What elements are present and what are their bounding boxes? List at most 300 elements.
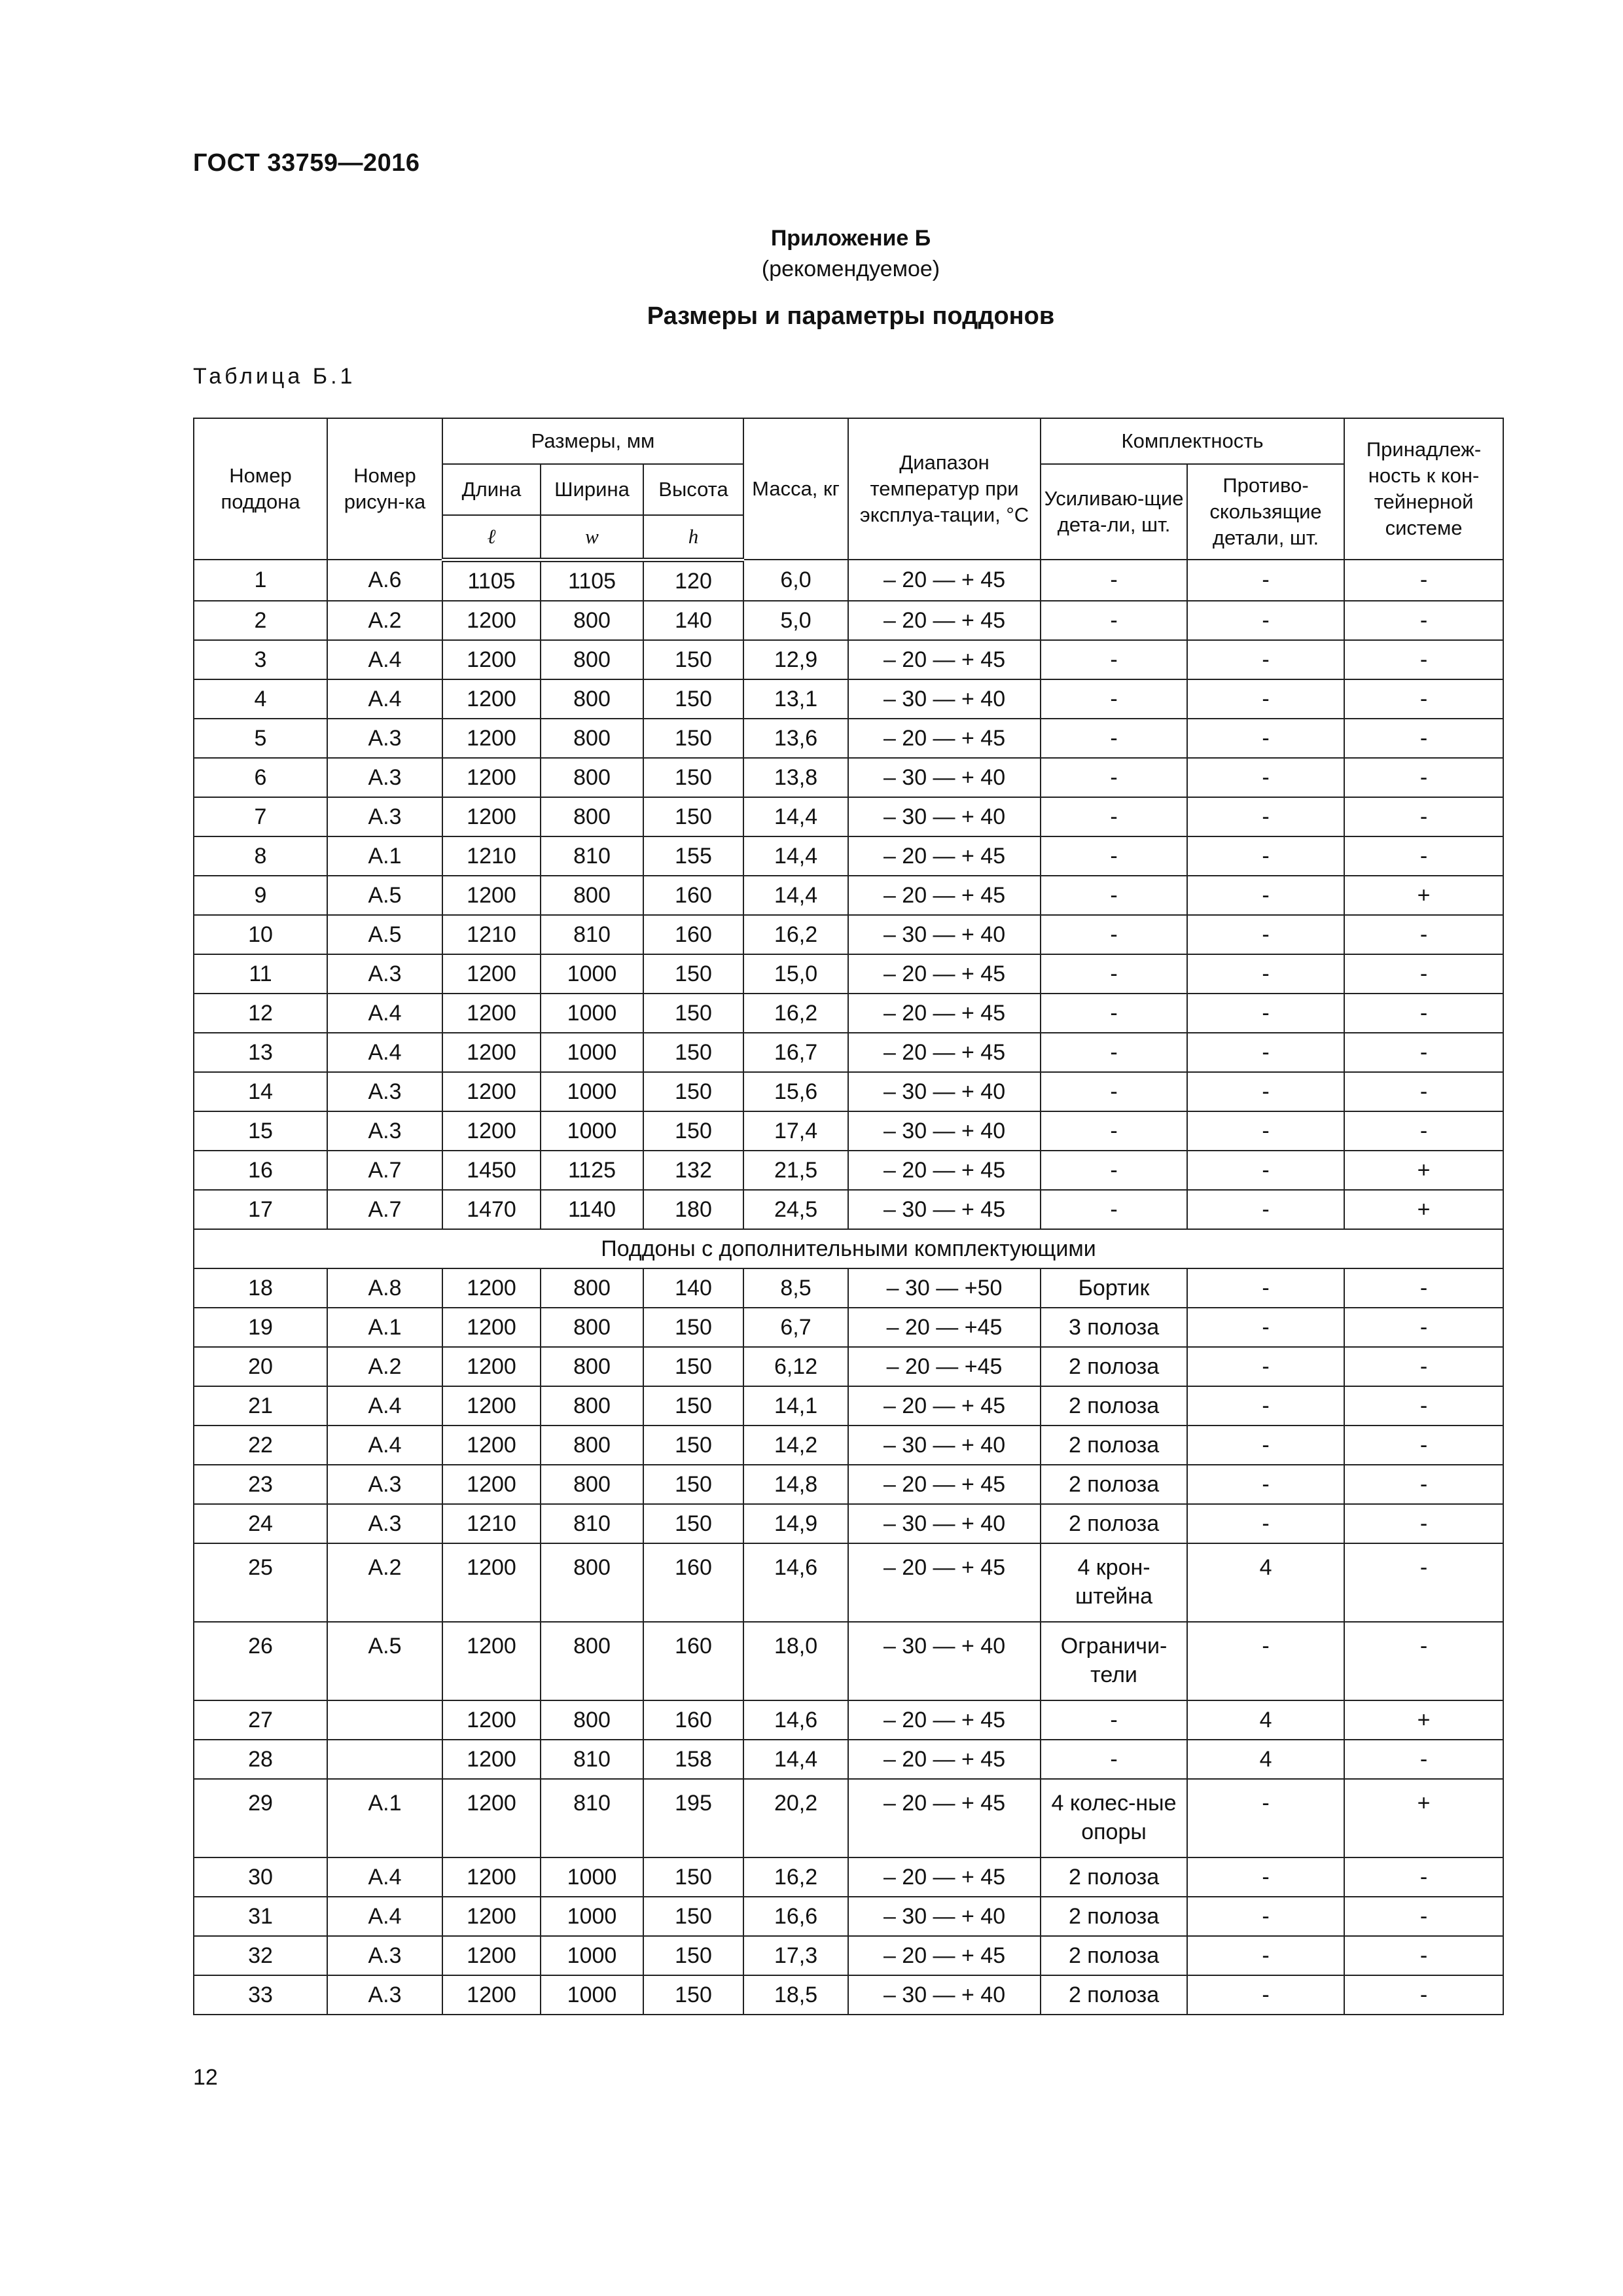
cell-pallet-no: 33	[194, 1975, 327, 2015]
table-row	[194, 1033, 1503, 1072]
cell-pallet-no: 23	[194, 1465, 327, 1504]
cell-height: 140	[643, 1268, 743, 1308]
cell-figure-no: А.6	[327, 560, 442, 601]
cell-length: 1200	[442, 1622, 541, 1700]
cell-figure-no: А.7	[327, 1151, 442, 1190]
cell-temperature-range: – 20 — + 45	[848, 1700, 1041, 1740]
header-height: Высота	[643, 464, 743, 515]
cell-figure-no: А.4	[327, 1426, 442, 1465]
cell-width: 1000	[541, 1033, 643, 1072]
cell-pallet-no: 9	[194, 876, 327, 915]
cell-pallet-no: 20	[194, 1347, 327, 1386]
cell-mass: 12,9	[743, 640, 848, 679]
cell-length: 1200	[442, 1426, 541, 1465]
cell-length: 1200	[442, 954, 541, 994]
cell-antislip-parts: -	[1187, 954, 1344, 994]
cell-length: 1200	[442, 1308, 541, 1347]
cell-antislip-parts: -	[1187, 758, 1344, 797]
cell-figure-no: А.5	[327, 1622, 442, 1700]
cell-mass: 21,5	[743, 1151, 848, 1190]
cell-length: 1200	[442, 1111, 541, 1151]
cell-antislip-parts: -	[1187, 915, 1344, 954]
table-row	[194, 560, 1503, 601]
cell-container-system: -	[1344, 1268, 1503, 1308]
cell-figure-no: А.4	[327, 994, 442, 1033]
cell-reinforcing-parts: -	[1041, 1151, 1187, 1190]
cell-antislip-parts: -	[1187, 640, 1344, 679]
cell-antislip-parts: -	[1187, 1308, 1344, 1347]
cell-length: 1200	[442, 601, 541, 640]
cell-temperature-range: – 20 — + 45	[848, 954, 1041, 994]
cell-temperature-range: – 20 — + 45	[848, 1543, 1041, 1622]
cell-height: 120	[643, 560, 743, 601]
cell-length: 1200	[442, 1975, 541, 2015]
cell-mass: 16,2	[743, 915, 848, 954]
header-container-system: Принадлеж-ность к кон-тейнерной системе	[1344, 418, 1503, 560]
cell-figure-no: А.3	[327, 797, 442, 836]
cell-reinforcing-parts: -	[1041, 640, 1187, 679]
cell-length: 1200	[442, 1268, 541, 1308]
pallet-parameters-table	[193, 418, 1504, 2015]
header-width: Ширина	[541, 464, 643, 515]
cell-height: 150	[643, 994, 743, 1033]
cell-height: 160	[643, 915, 743, 954]
cell-temperature-range: – 20 — + 45	[848, 836, 1041, 876]
cell-width: 800	[541, 1308, 643, 1347]
cell-pallet-no: 6	[194, 758, 327, 797]
cell-mass: 15,0	[743, 954, 848, 994]
cell-mass: 15,6	[743, 1072, 848, 1111]
header-completeness: Комплектность	[1041, 418, 1344, 464]
cell-reinforcing-parts: 3 полоза	[1041, 1308, 1187, 1347]
cell-container-system: -	[1344, 797, 1503, 836]
cell-width: 1000	[541, 1857, 643, 1897]
cell-mass: 18,5	[743, 1975, 848, 2015]
cell-width: 800	[541, 1465, 643, 1504]
cell-antislip-parts: -	[1187, 601, 1344, 640]
cell-mass: 14,8	[743, 1465, 848, 1504]
table-row	[194, 797, 1503, 836]
cell-antislip-parts: 4	[1187, 1700, 1344, 1740]
cell-container-system: -	[1344, 560, 1503, 601]
cell-length: 1200	[442, 1897, 541, 1936]
cell-temperature-range: – 30 — + 40	[848, 1072, 1041, 1111]
cell-height: 150	[643, 1426, 743, 1465]
cell-height: 158	[643, 1740, 743, 1779]
cell-figure-no: А.3	[327, 1111, 442, 1151]
cell-container-system: -	[1344, 1111, 1503, 1151]
cell-pallet-no: 32	[194, 1936, 327, 1975]
cell-figure-no: А.5	[327, 876, 442, 915]
cell-figure-no: А.2	[327, 601, 442, 640]
cell-pallet-no: 28	[194, 1740, 327, 1779]
table-row	[194, 1347, 1503, 1386]
group-label: Поддоны с дополнительными комплектующими	[194, 1229, 1503, 1268]
cell-length: 1200	[442, 1740, 541, 1779]
cell-temperature-range: – 20 — + 45	[848, 601, 1041, 640]
cell-temperature-range: – 20 — + 45	[848, 1465, 1041, 1504]
cell-height: 150	[643, 1504, 743, 1543]
cell-antislip-parts: -	[1187, 1936, 1344, 1975]
cell-length: 1200	[442, 679, 541, 719]
cell-container-system: -	[1344, 1308, 1503, 1347]
section-title: Размеры и параметры поддонов	[647, 302, 1055, 330]
cell-temperature-range: – 20 — + 45	[848, 876, 1041, 915]
cell-width: 800	[541, 876, 643, 915]
cell-length: 1200	[442, 1386, 541, 1426]
cell-antislip-parts: -	[1187, 1151, 1344, 1190]
cell-pallet-no: 11	[194, 954, 327, 994]
cell-reinforcing-parts: -	[1041, 915, 1187, 954]
cell-antislip-parts: -	[1187, 1190, 1344, 1229]
cell-container-system: +	[1344, 1190, 1503, 1229]
header-reinforcing-parts: Усиливаю-щие дета-ли, шт.	[1041, 464, 1187, 560]
cell-pallet-no: 25	[194, 1543, 327, 1622]
cell-width: 800	[541, 1426, 643, 1465]
cell-height: 155	[643, 836, 743, 876]
cell-length: 1450	[442, 1151, 541, 1190]
header-dimensions: Размеры, мм	[442, 418, 743, 464]
cell-width: 810	[541, 1779, 643, 1857]
cell-antislip-parts: -	[1187, 1033, 1344, 1072]
cell-height: 150	[643, 1111, 743, 1151]
cell-temperature-range: – 30 — + 40	[848, 1111, 1041, 1151]
table-row	[194, 1465, 1503, 1504]
cell-width: 800	[541, 640, 643, 679]
cell-container-system: -	[1344, 1936, 1503, 1975]
cell-reinforcing-parts: -	[1041, 1190, 1187, 1229]
cell-width: 810	[541, 1504, 643, 1543]
cell-length: 1200	[442, 994, 541, 1033]
cell-width: 800	[541, 1622, 643, 1700]
table-row	[194, 1151, 1503, 1190]
cell-length: 1200	[442, 1936, 541, 1975]
cell-mass: 17,4	[743, 1111, 848, 1151]
cell-antislip-parts: -	[1187, 994, 1344, 1033]
cell-figure-no: А.3	[327, 1936, 442, 1975]
cell-mass: 16,2	[743, 1857, 848, 1897]
cell-figure-no: А.2	[327, 1543, 442, 1622]
cell-container-system: -	[1344, 1072, 1503, 1111]
cell-figure-no: А.4	[327, 1386, 442, 1426]
header-width-symbol: w	[541, 515, 643, 560]
cell-reinforcing-parts: Ограничи-тели	[1041, 1622, 1187, 1700]
table-row	[194, 1426, 1503, 1465]
cell-temperature-range: – 20 — + 45	[848, 1151, 1041, 1190]
header-pallet-no: Номер поддона	[194, 418, 327, 560]
cell-reinforcing-parts: -	[1041, 601, 1187, 640]
cell-reinforcing-parts: -	[1041, 1700, 1187, 1740]
table-row	[194, 954, 1503, 994]
standard-code: ГОСТ 33759—2016	[193, 149, 420, 177]
cell-container-system: -	[1344, 1504, 1503, 1543]
cell-figure-no: А.1	[327, 1779, 442, 1857]
cell-pallet-no: 29	[194, 1779, 327, 1857]
cell-antislip-parts: -	[1187, 1975, 1344, 2015]
cell-figure-no: А.3	[327, 758, 442, 797]
cell-pallet-no: 21	[194, 1386, 327, 1426]
cell-width: 1000	[541, 1975, 643, 2015]
cell-container-system: -	[1344, 1975, 1503, 2015]
cell-height: 132	[643, 1151, 743, 1190]
cell-length: 1210	[442, 836, 541, 876]
cell-antislip-parts: -	[1187, 1072, 1344, 1111]
cell-reinforcing-parts: 2 полоза	[1041, 1897, 1187, 1936]
header-length-symbol: ℓ	[442, 515, 541, 560]
cell-length: 1200	[442, 719, 541, 758]
cell-mass: 14,2	[743, 1426, 848, 1465]
cell-width: 1000	[541, 1072, 643, 1111]
table-row	[194, 719, 1503, 758]
table-row	[194, 1386, 1503, 1426]
cell-length: 1200	[442, 1465, 541, 1504]
cell-mass: 14,6	[743, 1543, 848, 1622]
cell-antislip-parts: -	[1187, 679, 1344, 719]
cell-mass: 5,0	[743, 601, 848, 640]
cell-reinforcing-parts: -	[1041, 679, 1187, 719]
cell-pallet-no: 12	[194, 994, 327, 1033]
table-row	[194, 836, 1503, 876]
cell-width: 800	[541, 797, 643, 836]
cell-mass: 13,8	[743, 758, 848, 797]
cell-pallet-no: 17	[194, 1190, 327, 1229]
cell-container-system: -	[1344, 640, 1503, 679]
cell-reinforcing-parts: -	[1041, 719, 1187, 758]
cell-height: 195	[643, 1779, 743, 1857]
cell-container-system: +	[1344, 1151, 1503, 1190]
cell-length: 1200	[442, 1033, 541, 1072]
cell-temperature-range: – 30 — +50	[848, 1268, 1041, 1308]
cell-figure-no: А.3	[327, 1504, 442, 1543]
cell-pallet-no: 7	[194, 797, 327, 836]
table-row	[194, 1936, 1503, 1975]
cell-width: 800	[541, 679, 643, 719]
cell-width: 1000	[541, 1897, 643, 1936]
cell-reinforcing-parts: -	[1041, 876, 1187, 915]
cell-length: 1200	[442, 640, 541, 679]
cell-container-system: -	[1344, 994, 1503, 1033]
cell-antislip-parts: -	[1187, 1857, 1344, 1897]
table-row	[194, 1268, 1503, 1308]
cell-reinforcing-parts: 2 полоза	[1041, 1386, 1187, 1426]
cell-temperature-range: – 30 — + 40	[848, 1975, 1041, 2015]
cell-width: 800	[541, 1700, 643, 1740]
cell-antislip-parts: 4	[1187, 1543, 1344, 1622]
cell-height: 150	[643, 954, 743, 994]
cell-length: 1200	[442, 1072, 541, 1111]
cell-temperature-range: – 30 — + 40	[848, 679, 1041, 719]
cell-container-system: +	[1344, 1700, 1503, 1740]
cell-temperature-range: – 20 — + 45	[848, 994, 1041, 1033]
cell-width: 810	[541, 836, 643, 876]
cell-height: 150	[643, 1857, 743, 1897]
cell-container-system: -	[1344, 758, 1503, 797]
cell-antislip-parts: -	[1187, 797, 1344, 836]
cell-reinforcing-parts: -	[1041, 560, 1187, 601]
cell-reinforcing-parts: 2 полоза	[1041, 1504, 1187, 1543]
cell-width: 800	[541, 1347, 643, 1386]
table-row	[194, 679, 1503, 719]
table-row	[194, 1975, 1503, 2015]
cell-container-system: +	[1344, 876, 1503, 915]
cell-mass: 14,4	[743, 876, 848, 915]
header-mass: Масса, кг	[743, 418, 848, 560]
cell-reinforcing-parts: -	[1041, 797, 1187, 836]
cell-mass: 16,7	[743, 1033, 848, 1072]
cell-width: 1000	[541, 1936, 643, 1975]
cell-container-system: -	[1344, 719, 1503, 758]
table-row	[194, 1111, 1503, 1151]
cell-figure-no: А.3	[327, 1072, 442, 1111]
table-row	[194, 1857, 1503, 1897]
cell-antislip-parts: -	[1187, 1779, 1344, 1857]
cell-mass: 14,4	[743, 836, 848, 876]
cell-reinforcing-parts: -	[1041, 1111, 1187, 1151]
appendix-kind: (рекомендуемое)	[761, 257, 940, 281]
cell-figure-no: А.3	[327, 1465, 442, 1504]
cell-pallet-no: 14	[194, 1072, 327, 1111]
cell-mass: 6,0	[743, 560, 848, 601]
table-row	[194, 758, 1503, 797]
cell-mass: 17,3	[743, 1936, 848, 1975]
table-row	[194, 1740, 1503, 1779]
cell-figure-no: А.1	[327, 1308, 442, 1347]
cell-antislip-parts: -	[1187, 1426, 1344, 1465]
cell-width: 800	[541, 601, 643, 640]
cell-height: 150	[643, 1936, 743, 1975]
cell-mass: 16,6	[743, 1897, 848, 1936]
cell-width: 810	[541, 915, 643, 954]
cell-pallet-no: 16	[194, 1151, 327, 1190]
table-row	[194, 1897, 1503, 1936]
cell-mass: 14,6	[743, 1700, 848, 1740]
cell-mass: 6,12	[743, 1347, 848, 1386]
cell-length: 1210	[442, 1504, 541, 1543]
cell-container-system: -	[1344, 1347, 1503, 1386]
cell-antislip-parts: -	[1187, 876, 1344, 915]
table-row	[194, 1543, 1503, 1622]
cell-temperature-range: – 30 — + 40	[848, 1622, 1041, 1700]
table-row	[194, 994, 1503, 1033]
cell-length: 1200	[442, 1347, 541, 1386]
cell-container-system: -	[1344, 1543, 1503, 1622]
cell-figure-no: А.1	[327, 836, 442, 876]
cell-container-system: -	[1344, 1426, 1503, 1465]
cell-reinforcing-parts: 2 полоза	[1041, 1347, 1187, 1386]
cell-pallet-no: 22	[194, 1426, 327, 1465]
cell-reinforcing-parts: 2 полоза	[1041, 1975, 1187, 2015]
cell-height: 160	[643, 1622, 743, 1700]
cell-reinforcing-parts: -	[1041, 1033, 1187, 1072]
cell-length: 1200	[442, 1700, 541, 1740]
cell-figure-no: А.4	[327, 1033, 442, 1072]
cell-pallet-no: 4	[194, 679, 327, 719]
cell-reinforcing-parts: 4 колес-ные опоры	[1041, 1779, 1187, 1857]
table-row	[194, 1072, 1503, 1111]
cell-pallet-no: 26	[194, 1622, 327, 1700]
cell-reinforcing-parts: 4 крон-штейна	[1041, 1543, 1187, 1622]
cell-length: 1200	[442, 758, 541, 797]
cell-height: 140	[643, 601, 743, 640]
cell-temperature-range: – 20 — + 45	[848, 1033, 1041, 1072]
cell-height: 150	[643, 797, 743, 836]
header-temperature: Диапазон температур при эксплуа-тации, °С	[848, 418, 1041, 560]
table-row	[194, 1504, 1503, 1543]
header-figure-no: Номер рисун-ка	[327, 418, 442, 560]
cell-height: 150	[643, 679, 743, 719]
cell-temperature-range: – 20 — + 45	[848, 1936, 1041, 1975]
header-length: Длина	[442, 464, 541, 515]
cell-figure-no	[327, 1700, 442, 1740]
cell-temperature-range: – 30 — + 40	[848, 758, 1041, 797]
cell-width: 1000	[541, 994, 643, 1033]
cell-height: 150	[643, 1897, 743, 1936]
cell-pallet-no: 15	[194, 1111, 327, 1151]
table-row	[194, 876, 1503, 915]
cell-temperature-range: – 20 — +45	[848, 1308, 1041, 1347]
cell-antislip-parts: -	[1187, 560, 1344, 601]
cell-antislip-parts: -	[1187, 1347, 1344, 1386]
cell-antislip-parts: -	[1187, 1897, 1344, 1936]
cell-temperature-range: – 30 — + 40	[848, 1426, 1041, 1465]
cell-mass: 14,4	[743, 1740, 848, 1779]
cell-container-system: -	[1344, 679, 1503, 719]
cell-height: 150	[643, 758, 743, 797]
cell-figure-no: А.2	[327, 1347, 442, 1386]
cell-width: 1000	[541, 1111, 643, 1151]
cell-height: 160	[643, 1700, 743, 1740]
cell-pallet-no: 18	[194, 1268, 327, 1308]
table-caption: Таблица Б.1	[193, 364, 356, 389]
cell-mass: 14,4	[743, 797, 848, 836]
cell-reinforcing-parts: -	[1041, 758, 1187, 797]
cell-pallet-no: 31	[194, 1897, 327, 1936]
cell-height: 150	[643, 1347, 743, 1386]
table-row	[194, 640, 1503, 679]
cell-figure-no: А.4	[327, 679, 442, 719]
cell-container-system: -	[1344, 954, 1503, 994]
cell-reinforcing-parts: 2 полоза	[1041, 1936, 1187, 1975]
cell-antislip-parts: -	[1187, 836, 1344, 876]
cell-mass: 14,9	[743, 1504, 848, 1543]
cell-temperature-range: – 30 — + 40	[848, 1504, 1041, 1543]
cell-length: 1200	[442, 876, 541, 915]
cell-pallet-no: 10	[194, 915, 327, 954]
cell-reinforcing-parts: -	[1041, 1072, 1187, 1111]
cell-container-system: -	[1344, 1740, 1503, 1779]
group-row	[194, 1229, 1503, 1268]
cell-reinforcing-parts: -	[1041, 994, 1187, 1033]
cell-container-system: -	[1344, 1386, 1503, 1426]
cell-figure-no	[327, 1740, 442, 1779]
cell-container-system: -	[1344, 836, 1503, 876]
cell-container-system: -	[1344, 915, 1503, 954]
cell-height: 160	[643, 876, 743, 915]
cell-container-system: -	[1344, 1465, 1503, 1504]
cell-pallet-no: 24	[194, 1504, 327, 1543]
cell-figure-no: А.5	[327, 915, 442, 954]
cell-height: 150	[643, 1465, 743, 1504]
table-row	[194, 1622, 1503, 1700]
cell-width: 1105	[541, 560, 643, 601]
cell-antislip-parts: -	[1187, 1504, 1344, 1543]
cell-reinforcing-parts: Бортик	[1041, 1268, 1187, 1308]
cell-length: 1200	[442, 1857, 541, 1897]
cell-width: 1000	[541, 954, 643, 994]
cell-figure-no: А.7	[327, 1190, 442, 1229]
cell-figure-no: А.3	[327, 719, 442, 758]
cell-length: 1200	[442, 1779, 541, 1857]
